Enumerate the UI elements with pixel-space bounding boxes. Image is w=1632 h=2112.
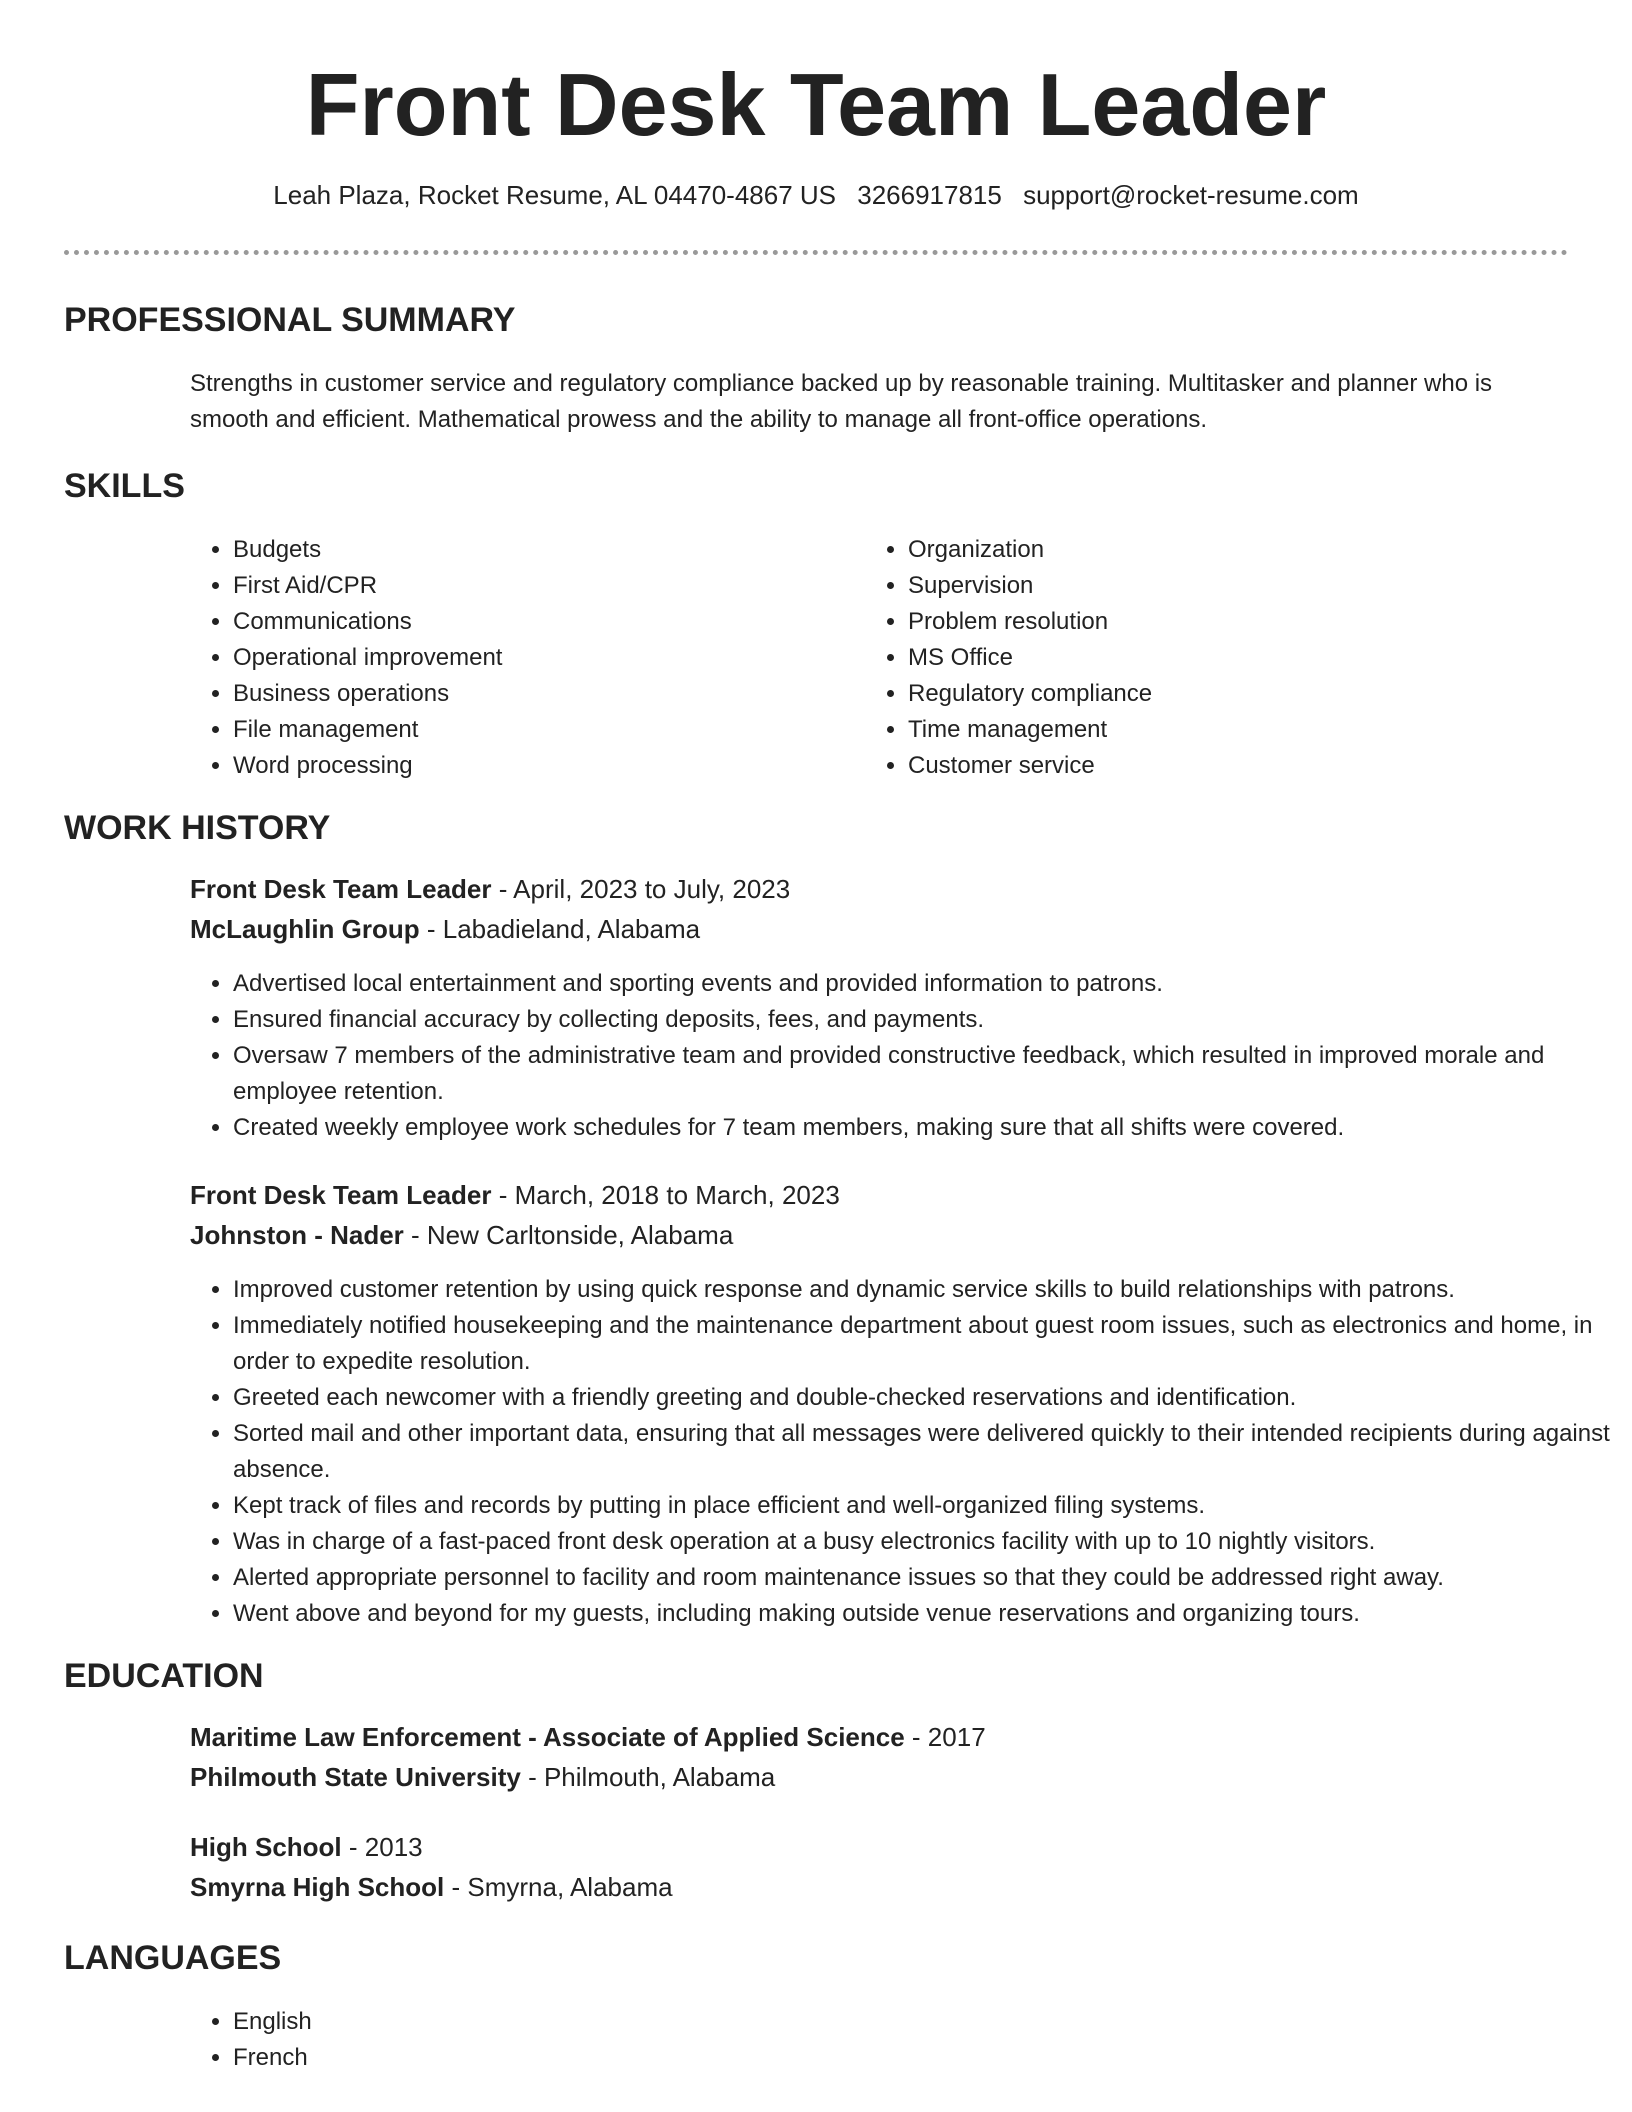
skill-item: • File management xyxy=(233,712,873,748)
skill-item: • First Aid/CPR xyxy=(233,568,873,604)
job-location: - Labadieland, Alabama xyxy=(419,914,701,944)
job-bullet: • Sorted mail and other important data, ensuring that all messages were delivered quickly to their intended recipients during against absence. xyxy=(233,1416,1611,1488)
education-degree: High School xyxy=(190,1832,342,1862)
job-bullet: • Immediately notified housekeeping and the maintenance department about guest room issues, such as electronics and home, in order to expedite resolution. xyxy=(233,1308,1611,1380)
skill-item: • Budgets xyxy=(233,532,873,568)
education-year: - 2017 xyxy=(904,1722,986,1752)
skill-item: • Regulatory compliance xyxy=(908,676,1548,712)
header-divider xyxy=(64,250,1568,255)
work-heading: WORK HISTORY xyxy=(64,809,331,847)
education-degree: Maritime Law Enforcement - Associate of Applied Science xyxy=(190,1722,905,1752)
language-item: • English xyxy=(233,2004,873,2040)
job-title: Front Desk Team Leader xyxy=(190,874,492,904)
skill-item: • MS Office xyxy=(908,640,1548,676)
job-bullet: • Ensured financial accuracy by collecting deposits, fees, and payments. xyxy=(233,1002,1611,1038)
job-dates: - March, 2018 to March, 2023 xyxy=(491,1180,840,1210)
job-title: Front Desk Team Leader xyxy=(190,1180,492,1210)
skills-list-right xyxy=(865,532,1548,784)
skill-item: • Word processing xyxy=(233,748,873,784)
job-bullet: • Was in charge of a fast-paced front desk operation at a busy electronics facility with up to 10 nightly visitors. xyxy=(233,1524,1611,1560)
job-company-line xyxy=(190,914,700,945)
job-bullet: • Greeted each newcomer with a friendly greeting and double-checked reservations and identification. xyxy=(233,1380,1611,1416)
education-school-line xyxy=(190,1762,775,1793)
job-company: Johnston - Nader xyxy=(190,1220,404,1250)
job-title-line xyxy=(190,1180,840,1211)
languages-heading: LANGUAGES xyxy=(64,1939,282,1977)
skill-item: • Problem resolution xyxy=(908,604,1548,640)
education-location: - Philmouth, Alabama xyxy=(520,1762,776,1792)
skills-heading: SKILLS xyxy=(64,467,185,505)
job-bullet: • Oversaw 7 members of the administrative team and provided constructive feedback, which resulted in improved morale and employee retention. xyxy=(233,1038,1611,1110)
education-location: - Smyrna, Alabama xyxy=(444,1872,673,1902)
skill-item: • Supervision xyxy=(908,568,1548,604)
education-degree-line xyxy=(190,1832,423,1863)
contact-line xyxy=(0,180,1632,211)
skills-list-left xyxy=(190,532,873,784)
skill-item: • Business operations xyxy=(233,676,873,712)
job-bullet: • Improved customer retention by using quick response and dynamic service skills to build relationships with patrons. xyxy=(233,1272,1611,1308)
summary-heading: PROFESSIONAL SUMMARY xyxy=(64,301,516,339)
skill-item: • Customer service xyxy=(908,748,1548,784)
contact-address: Leah Plaza, Rocket Resume, AL 04470-4867 US xyxy=(273,180,837,210)
language-item: • French xyxy=(233,2040,873,2076)
skill-item: • Communications xyxy=(233,604,873,640)
education-school: Smyrna High School xyxy=(190,1872,445,1902)
skill-item: • Time management xyxy=(908,712,1548,748)
job-bullets xyxy=(190,1272,1611,1632)
education-school: Philmouth State University xyxy=(190,1762,521,1792)
contact-phone: 3266917815 xyxy=(857,180,1002,210)
education-degree-line xyxy=(190,1722,986,1753)
job-bullet: • Went above and beyond for my guests, including making outside venue reservations and organizing tours. xyxy=(233,1596,1611,1632)
job-location: - New Carltonside, Alabama xyxy=(403,1220,734,1250)
job-bullet: • Kept track of files and records by putting in place efficient and well-organized filing systems. xyxy=(233,1488,1611,1524)
education-heading: EDUCATION xyxy=(64,1657,264,1695)
skill-item: • Operational improvement xyxy=(233,640,873,676)
education-year: - 2013 xyxy=(341,1832,423,1862)
contact-email: support@rocket-resume.com xyxy=(1023,180,1359,210)
job-dates: - April, 2023 to July, 2023 xyxy=(491,874,791,904)
job-bullet: • Advertised local entertainment and sporting events and provided information to patrons. xyxy=(233,966,1611,1002)
job-company: McLaughlin Group xyxy=(190,914,420,944)
job-title-line xyxy=(190,874,790,905)
job-bullet: • Created weekly employee work schedules for 7 team members, making sure that all shifts were covered. xyxy=(233,1110,1611,1146)
summary-text: Strengths in customer service and regulatory compliance backed up by reasonable training. Multitasker and planner who is smooth and efficient. Mathematical prowess and the ability to manage all front-office operations. xyxy=(190,370,1493,433)
skill-item: • Organization xyxy=(908,532,1548,568)
education-school-line xyxy=(190,1872,673,1903)
resume-name: Front Desk Team Leader xyxy=(305,55,1327,154)
languages-list xyxy=(190,2004,873,2076)
job-bullet: • Alerted appropriate personnel to facility and room maintenance issues so that they could be addressed right away. xyxy=(233,1560,1611,1596)
job-bullets xyxy=(190,966,1611,1146)
job-company-line xyxy=(190,1220,733,1251)
